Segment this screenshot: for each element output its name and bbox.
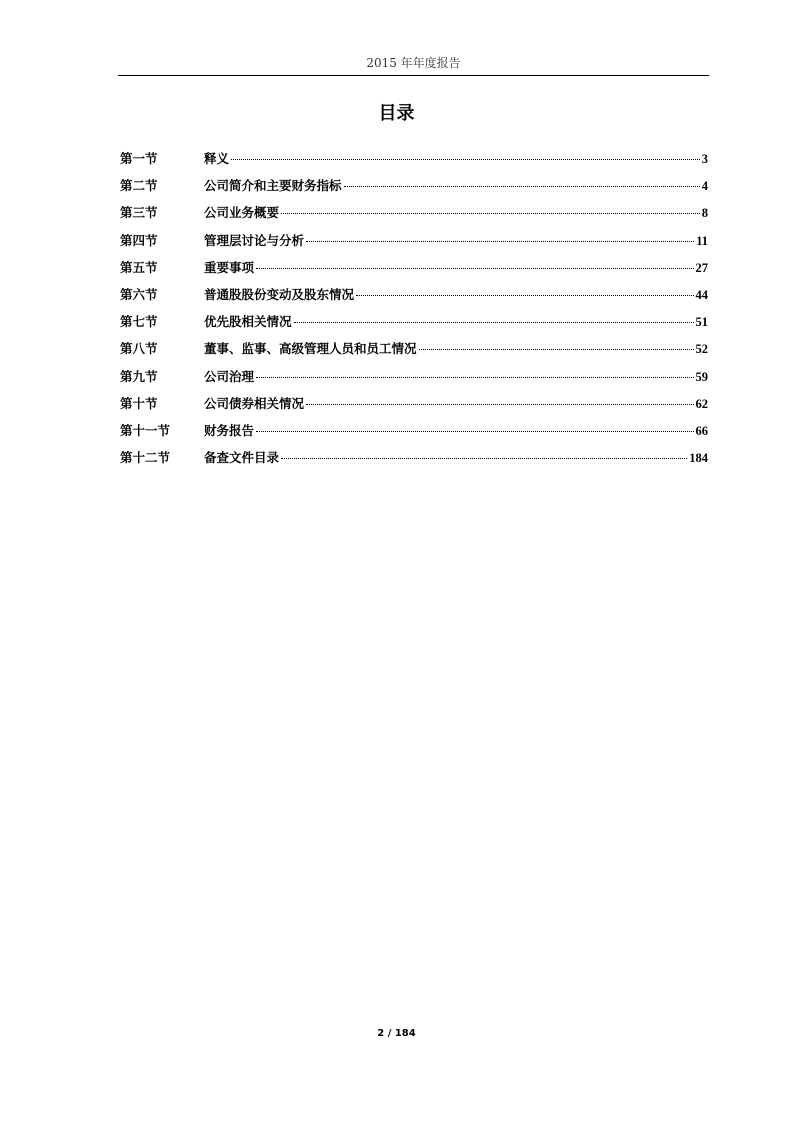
toc-dot-leader xyxy=(231,159,700,160)
toc-section-number: 第八节 xyxy=(120,341,158,357)
toc-page-number: 4 xyxy=(701,179,708,194)
toc-section-title: 公司业务概要 xyxy=(204,205,280,221)
toc-dot-leader xyxy=(344,186,700,187)
toc-page-number: 52 xyxy=(695,342,708,357)
toc-entry[interactable] xyxy=(120,286,708,313)
toc-dot-leader xyxy=(256,268,693,269)
toc-section-title: 公司简介和主要财务指标 xyxy=(204,178,342,194)
toc-section-number: 第九节 xyxy=(120,368,158,384)
toc-entry[interactable] xyxy=(120,204,708,231)
toc-entry[interactable] xyxy=(120,259,708,286)
toc-dot-leader xyxy=(281,213,700,214)
toc-page-number: 27 xyxy=(695,260,708,275)
toc-section-number: 第一节 xyxy=(120,151,158,166)
toc-section-title: 释义 xyxy=(204,151,230,166)
toc-section-number: 第七节 xyxy=(120,314,158,330)
toc-section-title: 重要事项 xyxy=(204,259,255,275)
toc-section-title: 财务报告 xyxy=(204,422,255,438)
toc-section-number: 第六节 xyxy=(120,286,158,302)
page-footer xyxy=(0,1027,793,1041)
toc-section-title: 公司治理 xyxy=(204,368,255,384)
toc-page-number: 11 xyxy=(696,233,708,248)
toc-dot-leader xyxy=(356,295,693,296)
toc-entry[interactable] xyxy=(120,449,708,476)
toc-section-title: 公司债券相关情况 xyxy=(204,395,305,411)
toc-page-number: 62 xyxy=(695,396,708,411)
toc-page-number: 44 xyxy=(695,287,708,302)
toc-dot-leader xyxy=(306,404,693,405)
toc-section-number: 第十二节 xyxy=(120,450,171,466)
toc-section-title: 优先股相关情况 xyxy=(204,314,292,330)
toc-section-number: 第十一节 xyxy=(120,422,171,438)
page-header xyxy=(118,56,709,76)
header-title: 2015 年年度报告 xyxy=(366,56,461,70)
toc-section-number: 第四节 xyxy=(120,232,158,248)
toc-dot-leader xyxy=(419,349,694,350)
toc-page-number: 8 xyxy=(701,206,708,221)
toc-list xyxy=(120,150,708,476)
toc-section-title: 普通股股份变动及股东情况 xyxy=(204,286,355,302)
toc-entry[interactable] xyxy=(120,232,708,259)
toc-page-number: 59 xyxy=(695,369,708,384)
toc-entry[interactable] xyxy=(120,340,708,367)
toc-section-title: 备查文件目录 xyxy=(204,450,280,466)
toc-title: 目录 xyxy=(378,103,415,124)
toc-section-number: 第三节 xyxy=(120,205,158,221)
toc-dot-leader xyxy=(294,322,694,323)
toc-entry[interactable] xyxy=(120,422,708,449)
toc-section-title: 董事、监事、高级管理人员和员工情况 xyxy=(204,341,417,357)
toc-section-number: 第二节 xyxy=(120,178,158,194)
toc-section-title: 管理层讨论与分析 xyxy=(204,232,305,248)
toc-dot-leader xyxy=(306,241,694,242)
toc-section-number: 第十节 xyxy=(120,395,158,411)
toc-page-number: 51 xyxy=(695,315,708,330)
toc-section-number: 第五节 xyxy=(120,259,158,275)
toc-entry[interactable] xyxy=(120,177,708,204)
toc-page-number: 3 xyxy=(701,152,708,166)
toc-entry[interactable] xyxy=(120,313,708,340)
toc-dot-leader xyxy=(256,431,693,432)
toc-page-number: 184 xyxy=(689,451,708,466)
toc-entry[interactable] xyxy=(120,368,708,395)
toc-entry[interactable] xyxy=(120,395,708,422)
toc-dot-leader xyxy=(281,458,687,459)
toc-entry[interactable] xyxy=(120,150,708,177)
page-indicator: 2 / 184 xyxy=(377,1028,416,1039)
toc-dot-leader xyxy=(256,377,693,378)
toc-page-number: 66 xyxy=(695,423,708,438)
